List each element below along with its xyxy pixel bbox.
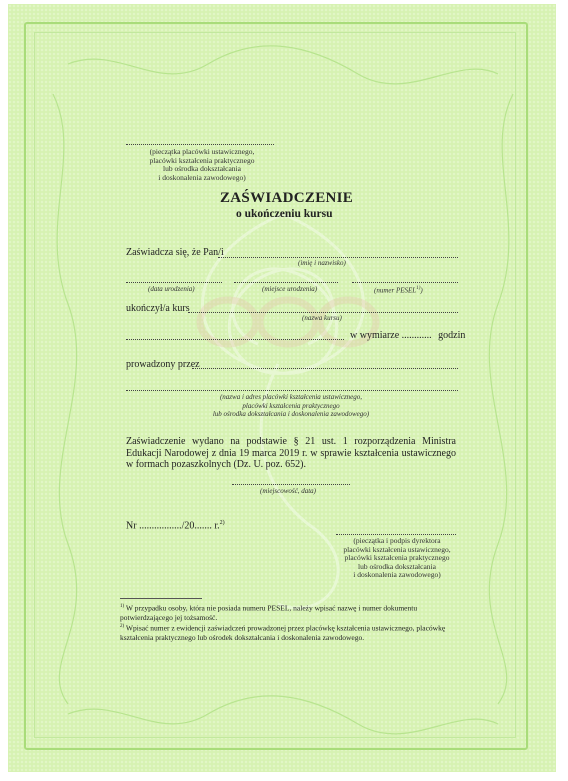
completed-prefix: ukończył/a kurs [126, 303, 190, 314]
certificate-number: Nr ................./20....... r.$^{2)}$ [126, 520, 225, 532]
conducted-prefix: prowadzony przez [126, 359, 200, 370]
footnote-separator [120, 598, 202, 599]
signature-line[interactable] [336, 534, 456, 535]
birth-place-caption: (miejsce urodzenia) [262, 285, 318, 293]
signature-caption: (pieczątka i podpis dyrektora placówki kształcenia ustawicznego, placówki kształcenia praktycznego lub ośrodka dokształcania i doskonalenia zawodowego) [343, 536, 451, 579]
stamp-caption: (pieczątka placówki ustawicznego, placówki kształcenia praktycznego lub ośrodka dokształcania i doskonalenia zawodowego) [149, 147, 255, 182]
page-subtitle: o ukończeniu kursu [236, 208, 333, 220]
place-date-caption: (miejscowość, data) [260, 487, 316, 495]
stamp-line [126, 144, 274, 145]
pesel-field[interactable] [352, 282, 458, 283]
name-caption: (imię i nazwisko) [298, 259, 346, 267]
place-date-field[interactable] [232, 484, 350, 485]
institution-field-continued[interactable] [126, 390, 458, 391]
hours-line: w wymiarze ............ godzin [350, 330, 466, 341]
pesel-caption: (numer PESEL$^{1)}$) [374, 286, 423, 295]
institution-field[interactable] [192, 368, 458, 369]
legal-basis-text: Zaświadczenie wydano na podstawie § 21 ust. 1 rozporządzenia Ministra Edukacji Narodowej z dnia 19 marca 2019 r. w sprawie kształcenia ustawicznego w formach pozaszkolnych (Dz. U. poz. 652). [126, 436, 456, 470]
course-caption: (nazwa kursu) [302, 314, 342, 322]
footnote-2: $^{2)}$ Wpisać numer z ewidencji zaświadczeń prowadzonej przez placówkę kształcenia ustawicznego, placówkę kształcenia praktycznego lub ośrodek dokształcania i doskonalenia zawodowego. [120, 623, 446, 642]
name-field[interactable] [218, 257, 458, 258]
institution-caption: (nazwa i adres placówki kształcenia ustawicznego, placówki kształcenia praktycznego lub ośrodka dokształcania i doskonalenia zawodowego) [212, 393, 370, 418]
course-field-continued[interactable] [126, 339, 344, 340]
birth-date-caption: (data urodzenia) [148, 285, 195, 293]
person-prefix: Zaświadcza się, że Pan/i [126, 247, 224, 258]
course-field[interactable] [188, 312, 458, 313]
footnote-1: $^{1)}$ W przypadku osoby, która nie posiada numeru PESEL, należy wpisać nazwę i numer dokumentu potwierdzającego jej tożsamość. [120, 603, 418, 622]
birth-date-field[interactable] [126, 282, 222, 283]
birth-place-field[interactable] [234, 282, 338, 283]
page-title: ZAŚWIADCZENIE [220, 190, 354, 206]
